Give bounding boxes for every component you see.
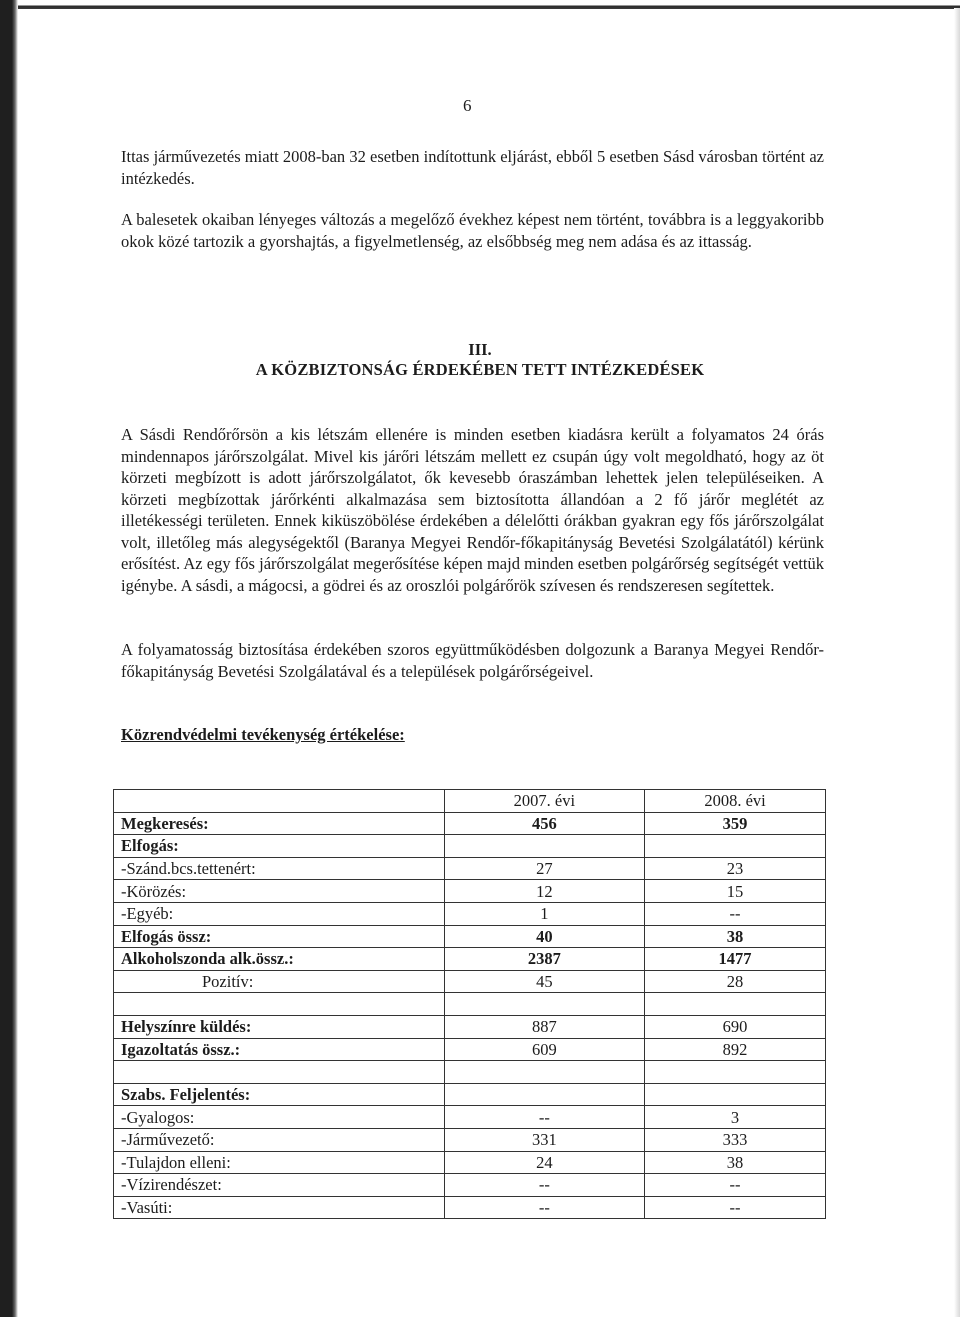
- table-row-blank: [114, 993, 826, 1016]
- value-2008: [645, 1061, 826, 1084]
- value-2007: 456: [444, 812, 644, 835]
- table-row: [114, 1083, 826, 1106]
- row-label: -Tulajdon elleni:: [114, 1151, 445, 1174]
- section-title: A KÖZBIZTONSÁG ÉRDEKÉBEN TETT INTÉZKEDÉSEK: [255, 360, 705, 379]
- value-2007: --: [444, 1174, 644, 1197]
- row-label: [114, 1061, 445, 1084]
- row-label: Igazoltatás össz.:: [114, 1038, 445, 1061]
- row-label: Alkoholszonda alk.össz.:: [114, 948, 445, 971]
- section-number: III.: [468, 340, 492, 359]
- value-2008: 1477: [645, 948, 826, 971]
- row-label: -Vasúti:: [114, 1196, 445, 1219]
- table-row: [114, 902, 826, 925]
- row-label: Pozitív:: [114, 970, 445, 993]
- table-row: [114, 880, 826, 903]
- value-2008: --: [645, 1174, 826, 1197]
- table-row-blank: [114, 1061, 826, 1084]
- table-row: [114, 948, 826, 971]
- value-2008: --: [645, 1196, 826, 1219]
- value-2008: 28: [645, 970, 826, 993]
- page-number: 6: [463, 96, 472, 115]
- value-2007: 1: [444, 902, 644, 925]
- value-2008: 690: [645, 1015, 826, 1038]
- row-label: Elfogás:: [114, 835, 445, 858]
- table-row: [114, 1151, 826, 1174]
- value-2007: [444, 1061, 644, 1084]
- value-2007: --: [444, 1196, 644, 1219]
- row-label: -Szánd.bcs.tettenért:: [114, 857, 445, 880]
- header-cell-2007: 2007. évi: [444, 790, 644, 813]
- value-2007: 887: [444, 1015, 644, 1038]
- table-heading: Közrendvédelmi tevékenység értékelése:: [121, 725, 405, 744]
- row-label: -Vízirendészet:: [114, 1174, 445, 1197]
- table-row: [114, 835, 826, 858]
- value-2007: --: [444, 1106, 644, 1129]
- row-label: -Járművezető:: [114, 1128, 445, 1151]
- value-2008: [645, 1083, 826, 1106]
- value-2008: 15: [645, 880, 826, 903]
- table-row: [114, 1174, 826, 1197]
- value-2007: 40: [444, 925, 644, 948]
- row-label: Megkeresés:: [114, 812, 445, 835]
- row-label: -Gyalogos:: [114, 1106, 445, 1129]
- value-2008: 333: [645, 1128, 826, 1151]
- value-2008: [645, 993, 826, 1016]
- value-2008: 3: [645, 1106, 826, 1129]
- value-2007: [444, 835, 644, 858]
- value-2007: 24: [444, 1151, 644, 1174]
- table-row: [114, 1106, 826, 1129]
- row-label: Helyszínre küldés:: [114, 1015, 445, 1038]
- scan-border-top: [0, 0, 960, 9]
- value-2008: 38: [645, 1151, 826, 1174]
- value-2008: 892: [645, 1038, 826, 1061]
- value-2007: 609: [444, 1038, 644, 1061]
- value-2007: 45: [444, 970, 644, 993]
- value-2007: 331: [444, 1128, 644, 1151]
- header-cell-2008: 2008. évi: [645, 790, 826, 813]
- value-2007: 2387: [444, 948, 644, 971]
- row-label: [114, 993, 445, 1016]
- row-label: -Egyéb:: [114, 902, 445, 925]
- paragraph-drunk-driving: Ittas járművezetés miatt 2008-ban 32 esetben indítottunk eljárást, ebből 5 esetben Sásd városban történt az intézkedés.: [121, 147, 824, 188]
- header-cell-label: [114, 790, 445, 813]
- table-row: [114, 857, 826, 880]
- scan-border-left: [0, 0, 18, 1317]
- table-header-row: [114, 790, 826, 813]
- table-row: [114, 1196, 826, 1219]
- row-label: -Körözés:: [114, 880, 445, 903]
- paragraph-accident-causes: A balesetek okaiban lényeges változás a megelőző évekhez képest nem történt, továbbra is a leggyakoribb okok közé tartozik a gyorshajtás, a figyelmetlenség, az elsőbbség meg nem adása és az ittasság.: [121, 210, 824, 251]
- row-label: Elfogás össz:: [114, 925, 445, 948]
- value-2007: [444, 993, 644, 1016]
- table-row: [114, 1128, 826, 1151]
- table-row: [114, 925, 826, 948]
- paragraph-cooperation: A folyamatosság biztosítása érdekében szoros együttműködésben dolgozunk a Baranya Megyei Rendőr-főkapitányság Bevetési Szolgálatával és a települések polgárőrségeivel.: [121, 640, 824, 681]
- table-row: [114, 812, 826, 835]
- table-row: [114, 970, 826, 993]
- table-row: [114, 1015, 826, 1038]
- table-row: [114, 1038, 826, 1061]
- value-2008: 38: [645, 925, 826, 948]
- statistics-table: [113, 789, 826, 1219]
- paragraph-patrol-service: A Sásdi Rendőrőrsön a kis létszám ellenére is minden esetben kiadásra került a folyamatos 24 órás mindennapos járőrszolgálat. Mivel kis járőri létszám mellett ez csupán úgy volt megoldható, hogy az öt körzeti megbízott is adott járőrszolgálatot, ők kevesebb óraszámban lehettek jelen településeiken. A körzeti megbízottak járőrkénti alkalmazása sem biztosította állandóan a 2 fő járőr meglétét az illetékességi területen. Ennek kiküszöbölése érdekében a délelőtti órákban gyakran egy fős járőrszolgálat volt, illetőleg más alegységektől (Baranya Megyei Rendőr-főkapitányság Bevetési Szolgálatától) kérünk erősítést. Az egy fős járőrszolgálat megerősítése képen majd minden esetben polgárőrség segítségét vettük igénybe. A sásdi, a mágocsi, a gödrei és az oroszlói polgárőrök szívesen és rendszeresen segítettek.: [121, 425, 824, 595]
- value-2007: 27: [444, 857, 644, 880]
- row-label: Szabs. Feljelentés:: [114, 1083, 445, 1106]
- value-2007: 12: [444, 880, 644, 903]
- value-2008: --: [645, 902, 826, 925]
- scan-border-right: [954, 8, 960, 1317]
- value-2008: 359: [645, 812, 826, 835]
- value-2008: [645, 835, 826, 858]
- value-2008: 23: [645, 857, 826, 880]
- value-2007: [444, 1083, 644, 1106]
